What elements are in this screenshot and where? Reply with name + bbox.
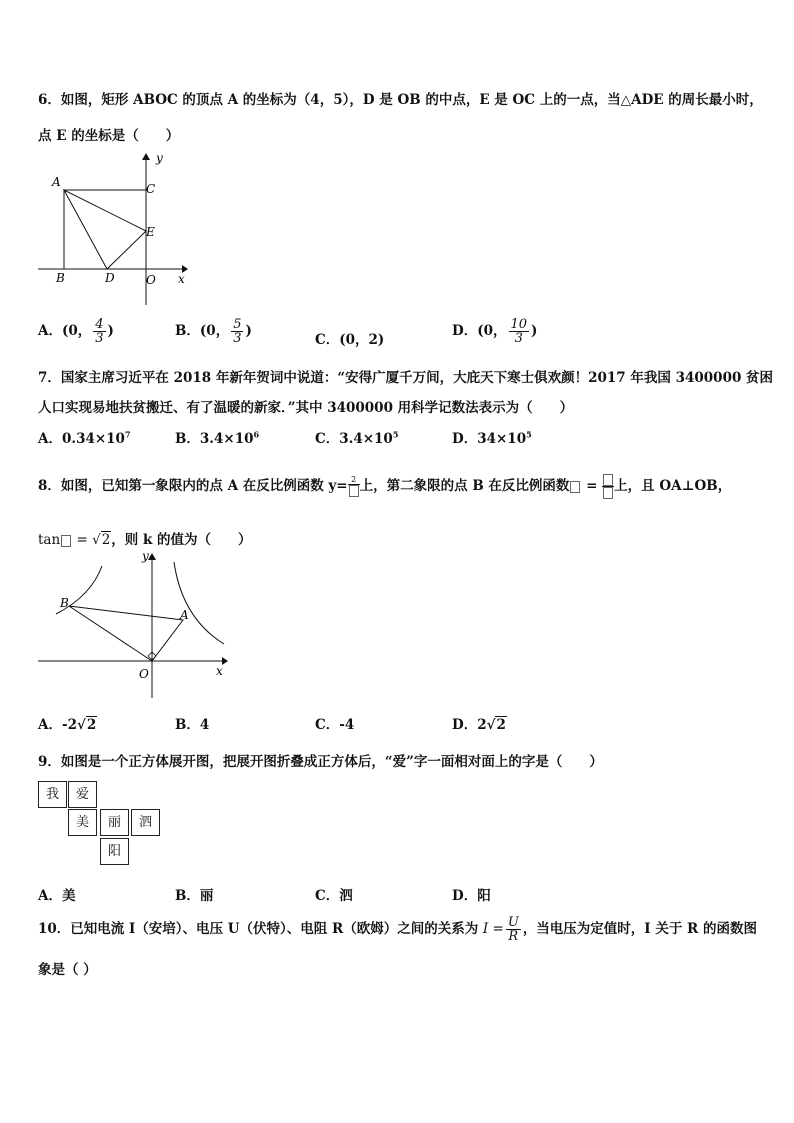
q9-option-a[interactable]: A．美 — [38, 888, 76, 904]
q6-stem-line1: 6．如图，矩形 ABOC 的顶点 A 的坐标为（4，5），D 是 OB 的中点，E 是 OC 上的一点，当△ADE 的周长最小时， — [38, 92, 763, 108]
q9-option-b[interactable]: B．丽 — [175, 888, 214, 904]
q8-option-a[interactable]: A．-2√2 — [38, 717, 97, 733]
q8-label-x: x — [216, 664, 223, 678]
q6-figure — [36, 150, 191, 310]
q9-cell-li: 丽 — [100, 809, 129, 836]
q6-option-c[interactable]: C．(0，2) — [315, 332, 385, 348]
q7-stem-line2: 人口实现易地扶贫搬迁、有了温暖的新家．”其中 3400000 用科学记数法表示为（ ） — [38, 400, 574, 416]
q8-option-c[interactable]: C．-4 — [315, 717, 355, 733]
q6-option-a[interactable]: A．(0， $\frac{4}{3}$ ) — [38, 317, 114, 346]
q6-label-y: y — [156, 151, 163, 165]
q8-label-y: y — [142, 549, 149, 563]
q6-label-e: E — [146, 225, 155, 239]
q7-option-b[interactable]: B．$3.4\times 10^6$ — [175, 429, 260, 447]
q9-cell-ai: 爱 — [68, 781, 97, 808]
q9-option-c[interactable]: C．泗 — [315, 888, 353, 904]
q7-option-a[interactable]: A．$0.34\times 10^7$ — [38, 429, 131, 447]
q7-option-d[interactable]: D．$34\times 10^5$ — [452, 429, 532, 447]
q8-label-a: A — [180, 608, 189, 622]
q9-cell-si: 泗 — [131, 809, 160, 836]
q6-label-a: A — [52, 175, 61, 189]
q6-label-o: O — [146, 273, 156, 287]
q9-cell-mei: 美 — [68, 809, 97, 836]
q10-stem-line1: 10．已知电流 I（安培）、电压 U（伏特）、电阻 R（欧姆）之间的关系为 I = $\frac{U}{R}$ ，当电压为定值时，I 关于 R 的函数图 — [38, 915, 757, 944]
q10-stem-line2: 象是（ ） — [38, 962, 97, 978]
q8-option-d[interactable]: D．2√2 — [452, 717, 506, 733]
q9-cell-yang: 阳 — [100, 838, 129, 865]
q6-label-b: B — [56, 271, 65, 285]
q9-option-d[interactable]: D．阳 — [452, 888, 491, 904]
q9-cell-wo: 我 — [38, 781, 67, 808]
q6-label-c: C — [146, 182, 156, 196]
q6-stem-line2: 点 E 的坐标是（ ） — [38, 128, 180, 144]
q8-label-b: B — [60, 596, 69, 610]
q6-option-d[interactable]: D．(0， $\frac{10}{3}$ ) — [452, 317, 538, 346]
q8-option-b[interactable]: B．4 — [175, 717, 210, 733]
q7-stem-line1: 7．国家主席习近平在 2018 年新年贺词中说道：“安得广厦千万间，大庇天下寒士俱欢颜！2017 年我国 3400000 贫困 — [38, 370, 774, 386]
q6-label-x: x — [178, 272, 185, 286]
q8-stem-line2: tan = √2，则 k 的值为（ ） — [38, 532, 252, 548]
q9-cube-net — [38, 781, 162, 871]
q6-option-b[interactable]: B．(0， $\frac{5}{3}$ ) — [175, 317, 252, 346]
q8-stem-line1: 8．如图，已知第一象限内的点 A 在反比例函数 y= 2 上，第二象限的点 B 在反比例函数 = 上，且 OA⊥OB， — [38, 474, 731, 499]
q8-figure — [36, 548, 231, 700]
q7-option-c[interactable]: C．$3.4\times 10^5$ — [315, 429, 399, 447]
q8-label-o: O — [139, 667, 149, 681]
q9-stem-line1: 9．如图是一个正方体展开图，把展开图折叠成正方体后，“爱”字一面相对面上的字是（ ） — [38, 754, 603, 770]
q6-label-d: D — [105, 271, 115, 285]
